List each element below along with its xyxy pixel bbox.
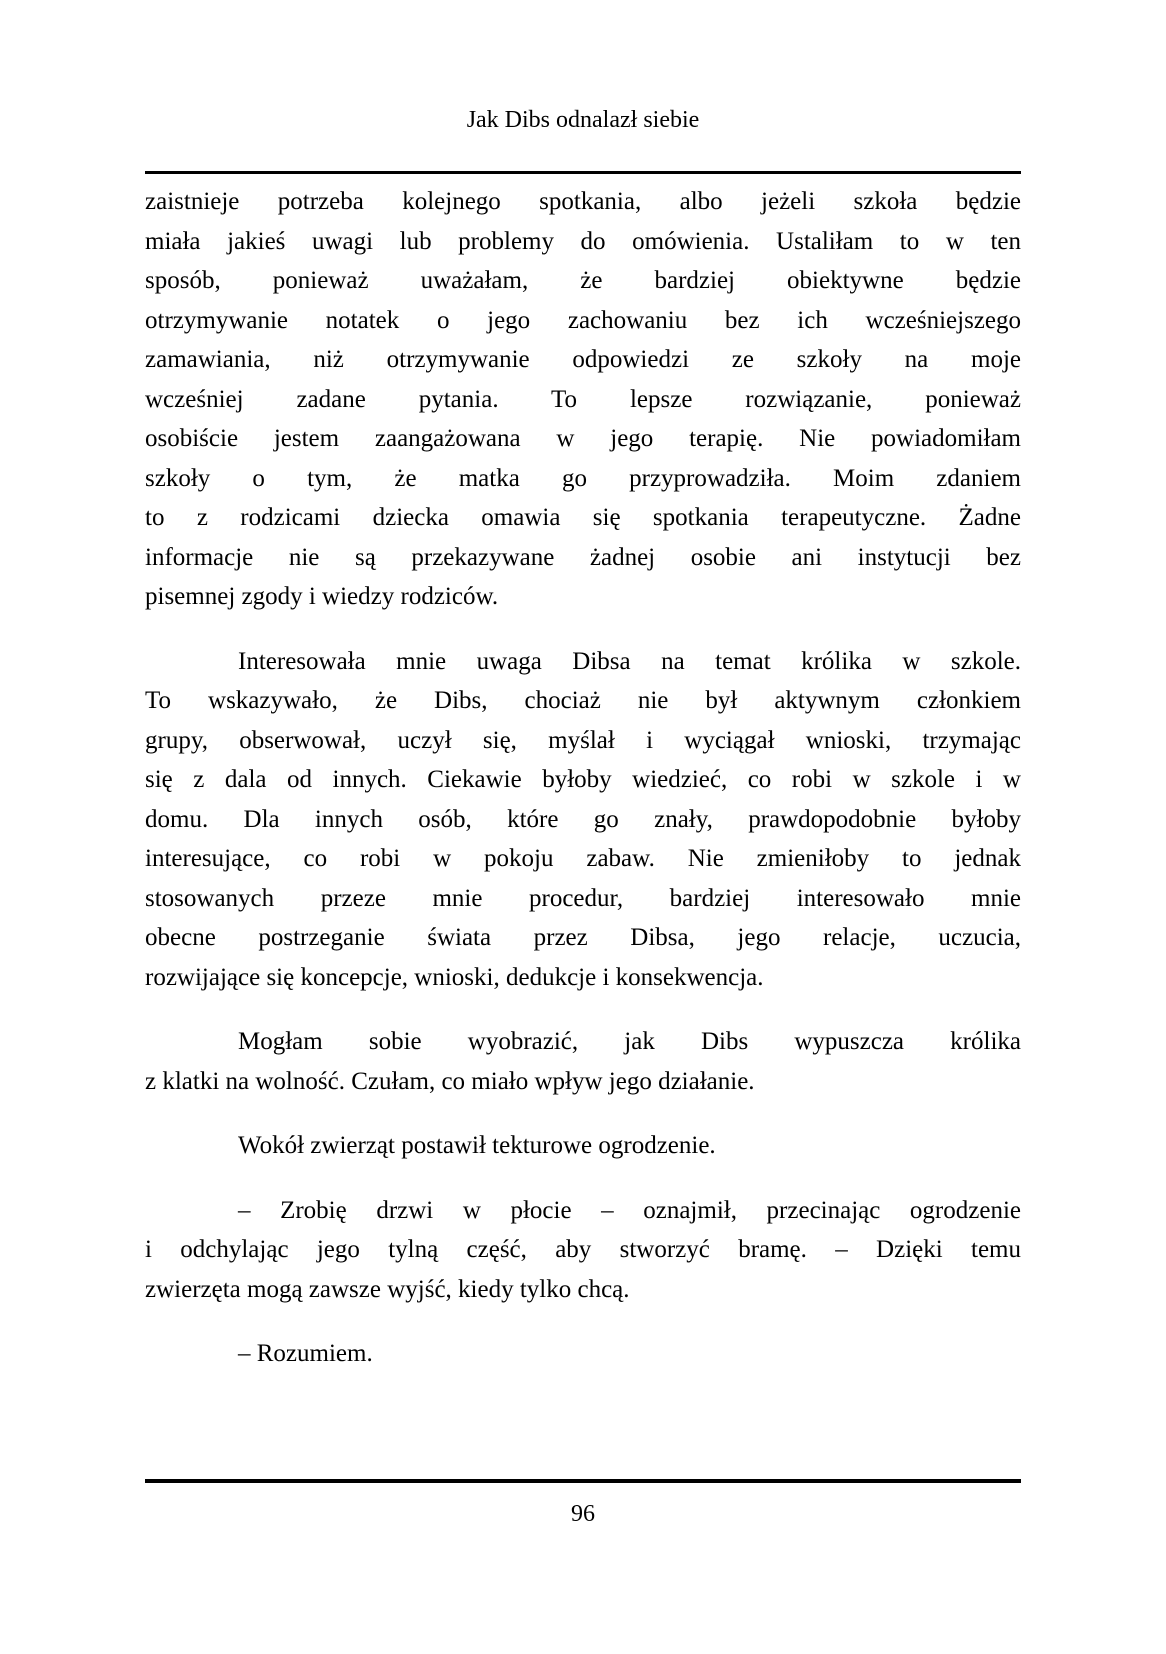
paragraph (145, 1022, 1021, 1101)
text-line: miała jakieś uwagi lub problemy do omówienia. Ustaliłam to w ten (145, 227, 1021, 255)
paragraph (145, 182, 1021, 617)
paragraph (145, 1191, 1021, 1310)
text-line: interesujące, co robi w pokoju zabaw. Nie zmieniłoby to jednak (145, 845, 1021, 872)
text-line: stosowanych przeze mnie procedur, bardziej interesowało mnie (145, 884, 1021, 912)
paragraph (145, 1126, 1021, 1166)
text-line: obecne postrzeganie świata przez Dibsa, jego relacje, uczucia, (145, 924, 1021, 951)
text-line: Wokół zwierząt postawił tekturowe ogrodzenie. (238, 1132, 716, 1159)
text-line: szkoły o tym, że matka go przyprowadziła. Moim zdaniem (145, 464, 1021, 492)
text-line: grupy, obserwował, uczył się, myślał i wyciągał wnioski, trzymając (145, 726, 1021, 754)
text-line: wcześniej zadane pytania. To lepsze rozwiązanie, ponieważ (145, 385, 1021, 413)
text-line: osobiście jestem zaangażowana w jego terapię. Nie powiadomiłam (145, 425, 1021, 452)
footer-rule (145, 1479, 1021, 1483)
text-line: domu. Dla innych osób, które go znały, prawdopodobnie byłoby (145, 805, 1021, 833)
page-number: 96 (571, 1501, 595, 1527)
text-line: rozwijające się koncepcje, wnioski, dedukcje i konsekwencja. (145, 963, 764, 991)
running-header-title: Jak Dibs odnalazł siebie (466, 107, 700, 133)
text-line: Mogłam sobie wyobrazić, jak Dibs wypuszcza królika (238, 1028, 1021, 1055)
text-line: i odchylając jego tylną część, aby stworzyć bramę. – Dzięki temu (145, 1236, 1021, 1263)
text-line: – Rozumiem. (238, 1340, 373, 1367)
page-body (145, 182, 1021, 1374)
header-rule (145, 171, 1021, 174)
text-line: informacje nie są przekazywane żadnej osobie ani instytucji bez (145, 543, 1021, 571)
text-line: Interesowała mnie uwaga Dibsa na temat królika w szkole. (238, 647, 1021, 675)
text-line: zamawiania, niż otrzymywanie odpowiedzi ze szkoły na moje (145, 346, 1021, 373)
text-line: otrzymywanie notatek o jego zachowaniu bez ich wcześniejszego (145, 306, 1021, 334)
text-line: zwierzęta mogą zawsze wyjść, kiedy tylko chcą. (145, 1275, 630, 1303)
text-line: to z rodzicami dziecka omawia się spotkania terapeutyczne. Żadne (145, 504, 1021, 531)
text-line: zaistnieje potrzeba kolejnego spotkania, albo jeżeli szkoła będzie (145, 188, 1021, 215)
text-line: się z dala od innych. Ciekawie byłoby wiedzieć, co robi w szkole i w (145, 766, 1021, 793)
paragraph (145, 1334, 1021, 1374)
text-line: sposób, ponieważ uważałam, że bardziej obiektywne będzie (145, 267, 1021, 294)
text-line: To wskazywało, że Dibs, chociaż nie był aktywnym członkiem (145, 687, 1021, 714)
paragraph (145, 642, 1021, 998)
text-line: pisemnej zgody i wiedzy rodziców. (145, 583, 499, 610)
text-line: – Zrobię drzwi w płocie – oznajmił, przecinając ogrodzenie (238, 1196, 1021, 1224)
text-line: z klatki na wolność. Czułam, co miało wpływ jego działanie. (145, 1067, 755, 1095)
